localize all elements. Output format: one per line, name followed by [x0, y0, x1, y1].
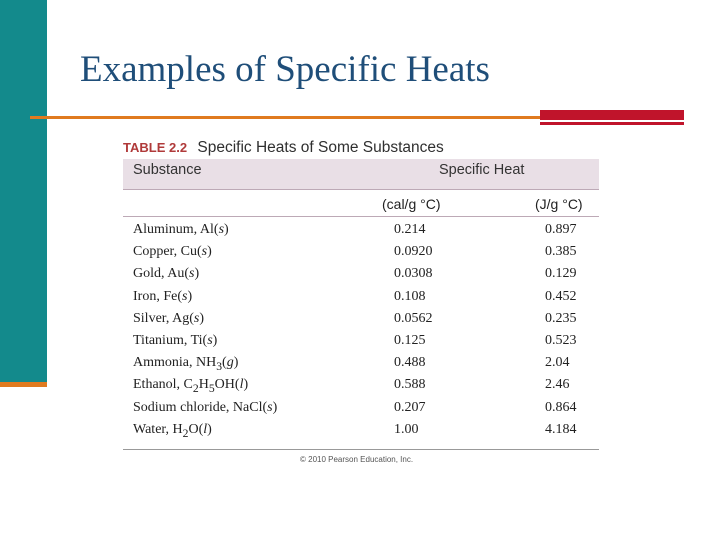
unit-cal-per-g-c: (cal/g °C)	[382, 196, 441, 212]
substance-name: Iron, Fe(s)	[133, 288, 193, 304]
value-joule: 0.864	[545, 399, 577, 415]
table-row	[123, 398, 599, 420]
value-joule: 0.897	[545, 222, 577, 237]
copyright-notice: © 2010 Pearson Education, Inc.	[300, 455, 414, 464]
table-body	[123, 220, 599, 442]
substance-name: Silver, Ag(s)	[133, 310, 205, 326]
units-divider	[123, 216, 599, 217]
table-caption-title: Specific Heats of Some Substances	[197, 139, 444, 156]
header-substance: Substance	[133, 162, 202, 178]
value-cal: 0.488	[394, 355, 426, 371]
table-row	[123, 220, 599, 242]
value-joule: 0.523	[545, 332, 577, 348]
value-joule: 2.04	[545, 355, 570, 371]
substance-name: Aluminum, Al(s)	[133, 222, 229, 237]
slide-title: Examples of Specific Heats	[80, 49, 490, 90]
table-header-band	[123, 159, 599, 190]
table-row	[123, 331, 599, 353]
substance-name: Water, $H_2O(l)$	[133, 421, 212, 440]
value-joule: 4.184	[545, 421, 577, 437]
value-cal: 0.214	[394, 222, 426, 237]
table-row	[123, 242, 599, 264]
title-rule-orange	[30, 116, 540, 119]
title-rule-red-thin	[540, 122, 684, 125]
left-accent-bar	[0, 0, 47, 382]
table-bottom-rule	[123, 449, 599, 450]
title-rule-red	[540, 110, 684, 126]
value-joule: 0.235	[545, 310, 577, 326]
value-cal: 0.0308	[394, 266, 433, 282]
value-cal: 0.0562	[394, 310, 433, 326]
table-row	[123, 375, 599, 397]
value-cal: 0.588	[394, 377, 426, 393]
table-row	[123, 353, 599, 375]
value-joule: 0.129	[545, 266, 577, 282]
value-cal: 1.00	[394, 421, 419, 437]
header-specific-heat: Specific Heat	[439, 162, 525, 178]
substance-name: Gold, Au(s)	[133, 266, 200, 282]
substance-name: Sodium chloride, NaCl(s)	[133, 399, 278, 415]
left-accent-corner	[0, 382, 47, 387]
table-caption	[123, 139, 444, 157]
value-joule: 2.46	[545, 377, 570, 393]
substance-name: Copper, Cu(s)	[133, 244, 212, 260]
title-rule-red-thick	[540, 110, 684, 120]
value-cal: 0.125	[394, 332, 426, 348]
value-joule: 0.452	[545, 288, 577, 304]
table-row	[123, 309, 599, 331]
table-row	[123, 287, 599, 309]
substance-name: Ammonia, $NH_3(g)$	[133, 355, 239, 373]
table-row	[123, 264, 599, 286]
unit-joule-per-g-c: (J/g °C)	[535, 196, 583, 212]
substance-name: Ethanol, $C_2H_5OH(l)$	[133, 377, 249, 396]
value-cal: 0.0920	[394, 244, 433, 260]
substance-name: Titanium, Ti(s)	[133, 332, 218, 348]
value-joule: 0.385	[545, 244, 577, 260]
value-cal: 0.108	[394, 288, 426, 304]
value-cal: 0.207	[394, 399, 426, 415]
table-row	[123, 420, 599, 442]
table-number: TABLE 2.2	[123, 140, 188, 155]
